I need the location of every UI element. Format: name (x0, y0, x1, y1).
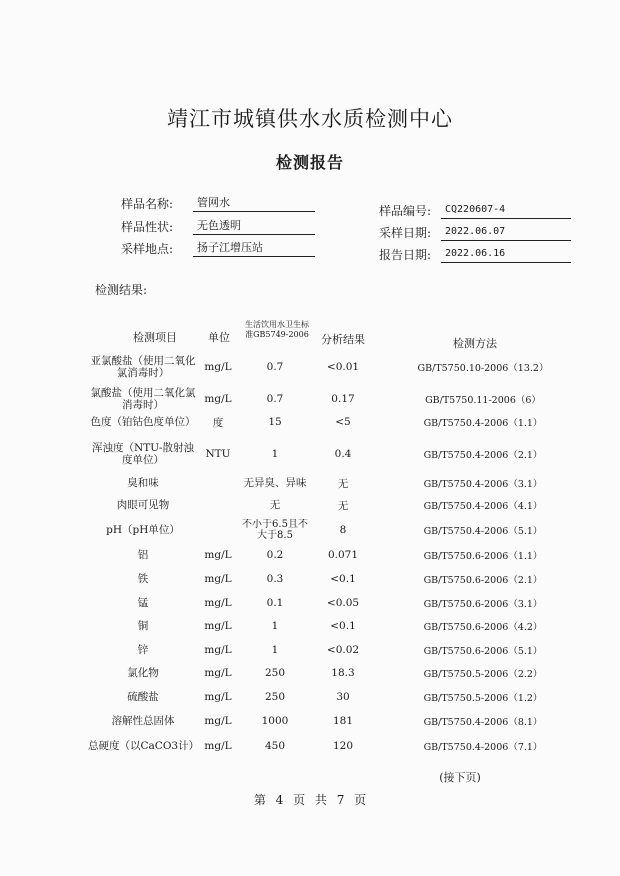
cell-item: 铁 (137, 573, 149, 585)
cell-item: 浑浊度（NTU-散射浊度单位） (92, 442, 194, 466)
continued-note: (接下页) (439, 771, 481, 784)
cell-standard: 1000 (261, 714, 289, 727)
cell-item: 溶解性总固体 (111, 715, 175, 727)
cell-result: 无 (337, 477, 349, 490)
cell-item: 氯化物 (127, 667, 159, 679)
cell-unit: mg/L (204, 597, 232, 609)
cell-item: 色度（铂钴色度单位） (90, 416, 196, 428)
cell-standard: 1 (271, 643, 279, 656)
report-org-title: 靖江市城镇供水水质检测中心 (167, 107, 453, 131)
cell-standard: 450 (264, 739, 286, 752)
cell-item: pH（pH单位） (106, 524, 180, 536)
cell-result: 181 (332, 715, 354, 727)
cell-unit: NTU (205, 448, 231, 460)
cell-unit: mg/L (204, 740, 232, 752)
cell-result: <0.1 (330, 573, 356, 585)
cell-unit: mg/L (204, 667, 232, 679)
cell-method: GB/T5750.4-2006（7.1） (423, 742, 543, 753)
cell-method: GB/T5750.4-2006（1.1） (423, 418, 543, 429)
cell-unit: 度 (212, 416, 224, 429)
cell-method: GB/T5750.5-2006（2.2） (423, 669, 543, 680)
cell-item: 铜 (137, 620, 149, 632)
cell-standard: 无 (269, 498, 281, 511)
cell-unit: mg/L (204, 573, 232, 585)
cell-method: GB/T5750.6-2006（2.1） (423, 575, 543, 586)
report-subtitle: 检测报告 (275, 153, 344, 172)
cell-result: 8 (339, 524, 347, 536)
page-footer: 第 4 页 共 7 页 (253, 793, 367, 807)
cell-standard: 1 (271, 619, 279, 632)
cell-method: GB/T5750.6-2006（1.1） (423, 551, 543, 562)
cell-unit: mg/L (204, 644, 232, 656)
header-method: 检测方法 (453, 337, 497, 350)
cell-unit: mg/L (204, 549, 232, 561)
sample-no-label: 样品编号: (379, 204, 432, 218)
cell-item: 硫酸盐 (127, 691, 159, 703)
cell-standard: 0.7 (266, 360, 284, 373)
cell-item: 铝 (137, 549, 149, 561)
cell-result: <0.02 (326, 644, 360, 656)
cell-result: <0.1 (330, 620, 356, 632)
cell-item: 肉眼可见物 (116, 499, 170, 511)
cell-method: GB/T5750.4-2006（4.1） (423, 501, 543, 512)
cell-method: GB/T5750.6-2006（4.2） (423, 622, 543, 633)
header-result: 分析结果 (321, 333, 365, 346)
cell-method: GB/T5750.4-2006（8.1） (423, 717, 543, 728)
cell-standard: 1 (271, 447, 279, 460)
cell-method: GB/T5750.11-2006（6） (425, 395, 541, 406)
cell-standard: 0.3 (266, 572, 284, 585)
cell-item: 锰 (137, 597, 149, 609)
cell-result: 无 (337, 499, 349, 512)
cell-item: 臭和味 (127, 477, 159, 489)
sampling-date-label: 采样日期: (379, 226, 432, 240)
cell-standard: 0.1 (266, 596, 284, 609)
report-date-label: 报告日期: (379, 248, 432, 262)
cell-method: GB/T5750.10-2006（13.2） (417, 363, 549, 374)
cell-standard: 15 (268, 415, 282, 428)
cell-result: <0.05 (326, 597, 360, 609)
cell-unit: mg/L (204, 691, 232, 703)
cell-method: GB/T5750.4-2006（3.1） (423, 479, 543, 490)
sampling-date-value: 2022.06.07 (441, 225, 571, 241)
report-date-value: 2022.06.16 (441, 247, 571, 263)
cell-standard: 无异臭、异味 (243, 476, 307, 489)
sample-name-value: 管网水 (193, 196, 315, 212)
sample-no-value: CQ220607-4 (441, 203, 571, 219)
sample-nature-value: 无色透明 (193, 219, 315, 235)
cell-item: 氯酸盐（使用二氧化氯消毒时） (90, 387, 196, 411)
cell-method: GB/T5750.5-2006（1.2） (423, 693, 543, 704)
cell-unit: mg/L (204, 620, 232, 632)
results-section-label: 检测结果: (95, 283, 148, 297)
cell-method: GB/T5750.4-2006（2.1） (423, 450, 543, 461)
sampling-site-value: 扬子江增压站 (193, 241, 315, 257)
cell-result: <0.01 (326, 361, 360, 373)
cell-unit: mg/L (204, 361, 232, 373)
cell-standard: 0.2 (266, 548, 284, 561)
cell-standard: 250 (264, 690, 286, 703)
sample-nature-label: 样品性状: (121, 220, 174, 234)
cell-standard: 不小于6.5且不大于8.5 (242, 519, 308, 541)
cell-result: 18.3 (331, 667, 355, 679)
cell-item: 亚氯酸盐（使用二氧化氯消毒时） (90, 355, 196, 379)
cell-unit (196, 496, 240, 514)
sample-name-label: 样品名称: (121, 197, 174, 211)
header-item: 检测项目 (133, 331, 177, 344)
cell-unit: mg/L (204, 715, 232, 727)
header-standard: 生活饮用水卫生标准GB5749-2006 (245, 320, 309, 339)
cell-method: GB/T5750.4-2006（5.1） (423, 526, 543, 537)
cell-result: 120 (332, 740, 354, 752)
cell-result: 30 (336, 691, 350, 703)
cell-unit: mg/L (204, 393, 232, 405)
sampling-site-label: 采样地点: (121, 242, 174, 256)
cell-item: 锌 (137, 644, 149, 656)
cell-standard: 250 (264, 666, 286, 679)
cell-method: GB/T5750.6-2006（3.1） (423, 599, 543, 610)
cell-unit (196, 519, 240, 541)
cell-result: 0.17 (331, 393, 355, 405)
header-unit: 单位 (208, 331, 230, 344)
cell-unit (196, 474, 240, 492)
cell-result: 0.4 (334, 448, 352, 460)
cell-method: GB/T5750.6-2006（5.1） (423, 646, 543, 657)
cell-standard: 0.7 (266, 392, 284, 405)
cell-item: 总硬度（以CaCO3计） (88, 740, 200, 752)
cell-result: 0.071 (327, 549, 359, 561)
cell-result: <5 (335, 416, 351, 428)
